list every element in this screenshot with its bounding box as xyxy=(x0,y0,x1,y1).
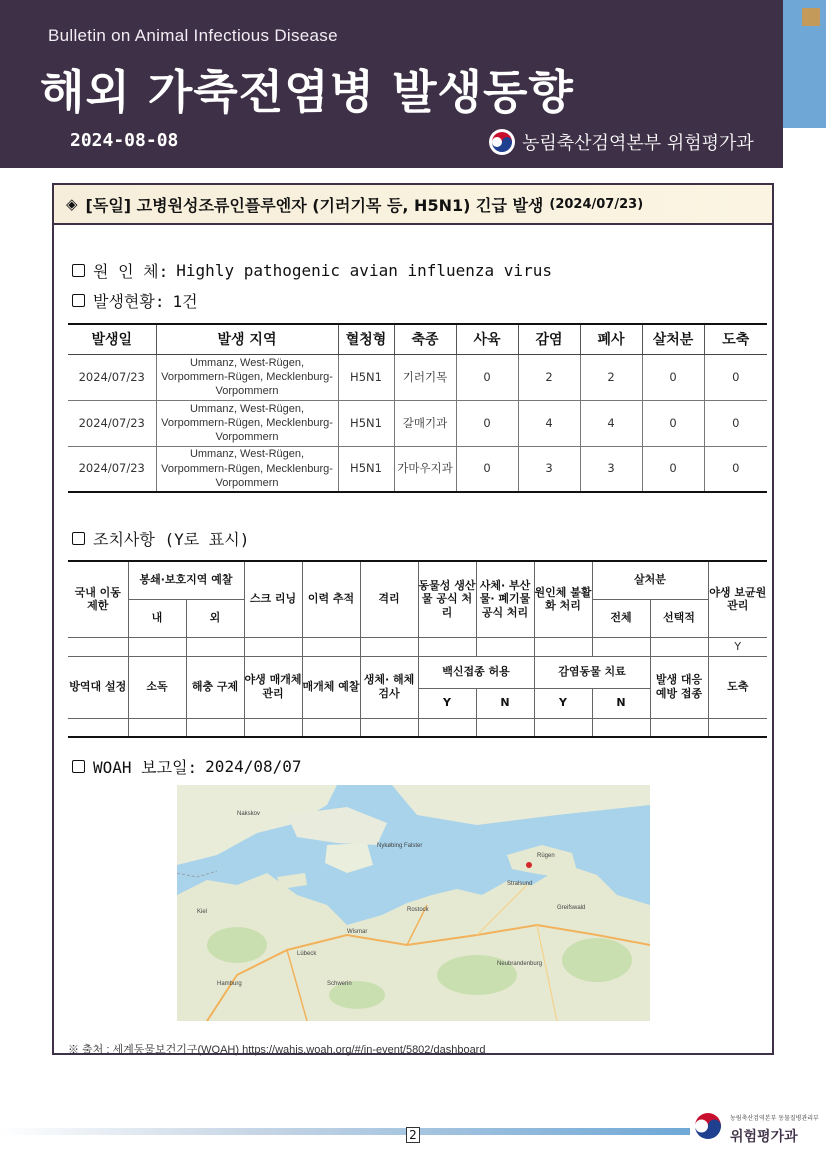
table-cell: 3 xyxy=(518,446,580,492)
report-box xyxy=(52,183,774,1055)
header-accent-gap xyxy=(783,128,826,168)
table-cell: 0 xyxy=(456,354,518,400)
measure-isolation: 격리 xyxy=(360,561,418,637)
table-cell: H5N1 xyxy=(338,354,394,400)
measure-domestic: 국내 이동 제한 xyxy=(68,561,128,637)
table-cell: Ummanz, West-Rügen, Vorpommern-Rügen, Mecklenburg-Vorpommern xyxy=(156,400,338,446)
measure-value xyxy=(476,637,534,656)
page-header xyxy=(0,0,783,168)
measure-zone-out: 외 xyxy=(186,599,244,637)
measure-vacc-n: N xyxy=(476,688,534,718)
measure-vector-surveillance: 매개체 예찰 xyxy=(302,656,360,718)
outbreak-table-header xyxy=(68,324,767,354)
table-cell: H5N1 xyxy=(338,400,394,446)
table-row xyxy=(68,354,767,400)
measure-screening: 스크 리닝 xyxy=(244,561,302,637)
map-label: Kiel xyxy=(197,909,208,915)
table-cell: 3 xyxy=(580,446,642,492)
measure-pest-control: 해충 구제 xyxy=(186,656,244,718)
footer-org-small: 농림축산검역본부 동물질병관리부 xyxy=(730,1115,819,1122)
map-label: Lübeck xyxy=(297,951,317,957)
checkbox-icon xyxy=(72,294,85,307)
table-cell: 0 xyxy=(704,354,767,400)
issue-date: 2024-08-08 xyxy=(70,130,179,151)
pathogen-value: Highly pathogenic avian influenza virus xyxy=(176,261,552,280)
table-cell: 4 xyxy=(580,400,642,446)
column-header: 발생일 xyxy=(68,324,156,354)
outbreak-table xyxy=(68,323,767,493)
measure-culling: 살처분 xyxy=(592,561,708,599)
measure-value: Y xyxy=(708,637,767,656)
table-row xyxy=(68,400,767,446)
table-cell: 기러기목 xyxy=(394,354,456,400)
column-header: 도축 xyxy=(704,324,767,354)
measure-vaccination: 백신접종 허용 xyxy=(418,656,534,688)
map-label: Greifswald xyxy=(557,905,586,911)
column-header: 사육 xyxy=(456,324,518,354)
measures-header-row-1 xyxy=(68,561,767,599)
measure-value xyxy=(708,718,767,737)
measures-heading: 조치사항 (Y로 표시) xyxy=(93,530,250,549)
measure-value xyxy=(418,637,476,656)
measure-value xyxy=(592,637,650,656)
woah-line xyxy=(72,755,302,778)
measures-values-row-2 xyxy=(68,718,767,737)
woah-value: 2024/08/07 xyxy=(205,757,302,776)
measure-pathogen-inactivation: 원인체 불활화 처리 xyxy=(534,561,592,637)
measure-animal-products: 동물성 생산물 공식 처리 xyxy=(418,561,476,637)
map-label: Neubrandenburg xyxy=(497,961,543,967)
table-cell: 0 xyxy=(642,354,704,400)
map-label: Rostock xyxy=(407,907,429,913)
column-header: 발생 지역 xyxy=(156,324,338,354)
org-name-text: 농림축산검역본부 위험평가과 xyxy=(522,133,754,154)
measure-disinfection: 소독 xyxy=(128,656,186,718)
table-cell: 0 xyxy=(456,400,518,446)
taegeuk-logo-icon xyxy=(488,128,516,156)
measure-wild-vector: 야생 매개체 관리 xyxy=(244,656,302,718)
measure-value xyxy=(128,718,186,737)
map-label: Nykøbing Falster xyxy=(377,843,423,849)
measure-carcass: 사체· 부산물· 폐기물 공식 처리 xyxy=(476,561,534,637)
measure-carcass-exam: 생체· 해체 검사 xyxy=(360,656,418,718)
table-cell: 2024/07/23 xyxy=(68,400,156,446)
measure-wildlife-reservoir: 야생 보균원 관리 xyxy=(708,561,767,637)
org-name xyxy=(488,128,754,156)
map-label: Nakskov xyxy=(237,811,261,817)
table-cell: 0 xyxy=(704,446,767,492)
measure-value xyxy=(650,718,708,737)
table-cell: 0 xyxy=(456,446,518,492)
measure-value xyxy=(68,718,128,737)
status-line xyxy=(72,289,198,312)
map-label: Stralsund xyxy=(507,881,533,887)
measure-value xyxy=(302,637,360,656)
banner-date: (2024/07/23) xyxy=(549,196,644,212)
map-graphic xyxy=(177,785,650,1021)
measure-prevention: 발생 대응 예방 접종 xyxy=(650,656,708,718)
table-cell: 0 xyxy=(642,446,704,492)
report-banner xyxy=(54,185,772,225)
table-cell: 0 xyxy=(642,400,704,446)
measure-value xyxy=(534,718,592,737)
checkbox-icon xyxy=(72,760,85,773)
bulletin-subtitle: Bulletin on Animal Infectious Disease xyxy=(48,26,338,45)
measures-header-row-3 xyxy=(68,656,767,688)
measure-treatment: 감염동물 치료 xyxy=(534,656,650,688)
measure-value xyxy=(244,637,302,656)
measure-value xyxy=(476,718,534,737)
header-accent-square xyxy=(802,8,820,26)
footer-division: 위험평가과 xyxy=(730,1129,798,1145)
measure-value xyxy=(650,637,708,656)
measures-line xyxy=(72,527,249,550)
banner-text: [독일] 고병원성조류인플루엔자 (기러기목 등, H5N1) 긴급 발생 xyxy=(85,195,544,215)
measure-checkpoint: 방역대 설정 xyxy=(68,656,128,718)
measure-value xyxy=(244,718,302,737)
checkbox-icon xyxy=(72,264,85,277)
measure-value xyxy=(68,637,128,656)
measure-vacc-y: Y xyxy=(418,688,476,718)
measure-value xyxy=(186,637,244,656)
status-label: 발생현황: xyxy=(93,292,165,311)
source-note: ※ 출처 : 세계동물보건기구(WOAH) https://wahis.woah.org/#/in-event/5802/dashboard xyxy=(68,1044,486,1056)
measure-value xyxy=(592,718,650,737)
column-header: 살처분 xyxy=(642,324,704,354)
measure-value xyxy=(360,637,418,656)
measure-value xyxy=(302,718,360,737)
table-cell: 2024/07/23 xyxy=(68,446,156,492)
table-cell: 0 xyxy=(704,400,767,446)
map-label: Wismar xyxy=(347,929,368,935)
footer-line xyxy=(0,1128,690,1135)
measures-table xyxy=(68,560,767,738)
column-header: 감염 xyxy=(518,324,580,354)
map-label: Schwerin xyxy=(327,981,352,987)
woah-label: WOAH 보고일: xyxy=(93,758,198,777)
measure-slaughter: 도축 xyxy=(708,656,767,718)
measure-culling-all: 전체 xyxy=(592,599,650,637)
pathogen-line xyxy=(72,259,552,282)
measure-culling-selective: 선택적 xyxy=(650,599,708,637)
measure-value xyxy=(418,718,476,737)
table-cell: 4 xyxy=(518,400,580,446)
table-cell: H5N1 xyxy=(338,446,394,492)
outbreak-map[interactable] xyxy=(177,785,650,1021)
checkbox-icon xyxy=(72,532,85,545)
measure-value xyxy=(186,718,244,737)
column-header: 폐사 xyxy=(580,324,642,354)
page-number: 2 xyxy=(406,1127,420,1143)
pathogen-label: 원 인 체: xyxy=(93,262,169,281)
measure-trace: 이력 추적 xyxy=(302,561,360,637)
measure-value xyxy=(534,637,592,656)
table-cell: 2 xyxy=(518,354,580,400)
page-title: 해외 가축전염병 발생동향 xyxy=(40,65,574,119)
map-label: Hamburg xyxy=(217,981,242,987)
map-label: Rügen xyxy=(537,853,555,859)
measure-value xyxy=(128,637,186,656)
column-header: 축종 xyxy=(394,324,456,354)
measure-treat-n: N xyxy=(592,688,650,718)
table-cell: 갈매기과 xyxy=(394,400,456,446)
table-row xyxy=(68,446,767,492)
taegeuk-logo-icon xyxy=(690,1108,726,1144)
table-cell: 2024/07/23 xyxy=(68,354,156,400)
status-value: 1건 xyxy=(172,292,198,311)
measures-values-row-1 xyxy=(68,637,767,656)
measure-treat-y: Y xyxy=(534,688,592,718)
measure-value xyxy=(360,718,418,737)
column-header: 혈청형 xyxy=(338,324,394,354)
table-cell: 2 xyxy=(580,354,642,400)
diamond-icon: ◈ xyxy=(66,195,78,213)
measure-zone: 봉쇄·보호지역 예찰 xyxy=(128,561,244,599)
table-cell: 가마우지과 xyxy=(394,446,456,492)
table-cell: Ummanz, West-Rügen, Vorpommern-Rügen, Mecklenburg-Vorpommern xyxy=(156,446,338,492)
measure-zone-in: 내 xyxy=(128,599,186,637)
table-cell: Ummanz, West-Rügen, Vorpommern-Rügen, Mecklenburg-Vorpommern xyxy=(156,354,338,400)
